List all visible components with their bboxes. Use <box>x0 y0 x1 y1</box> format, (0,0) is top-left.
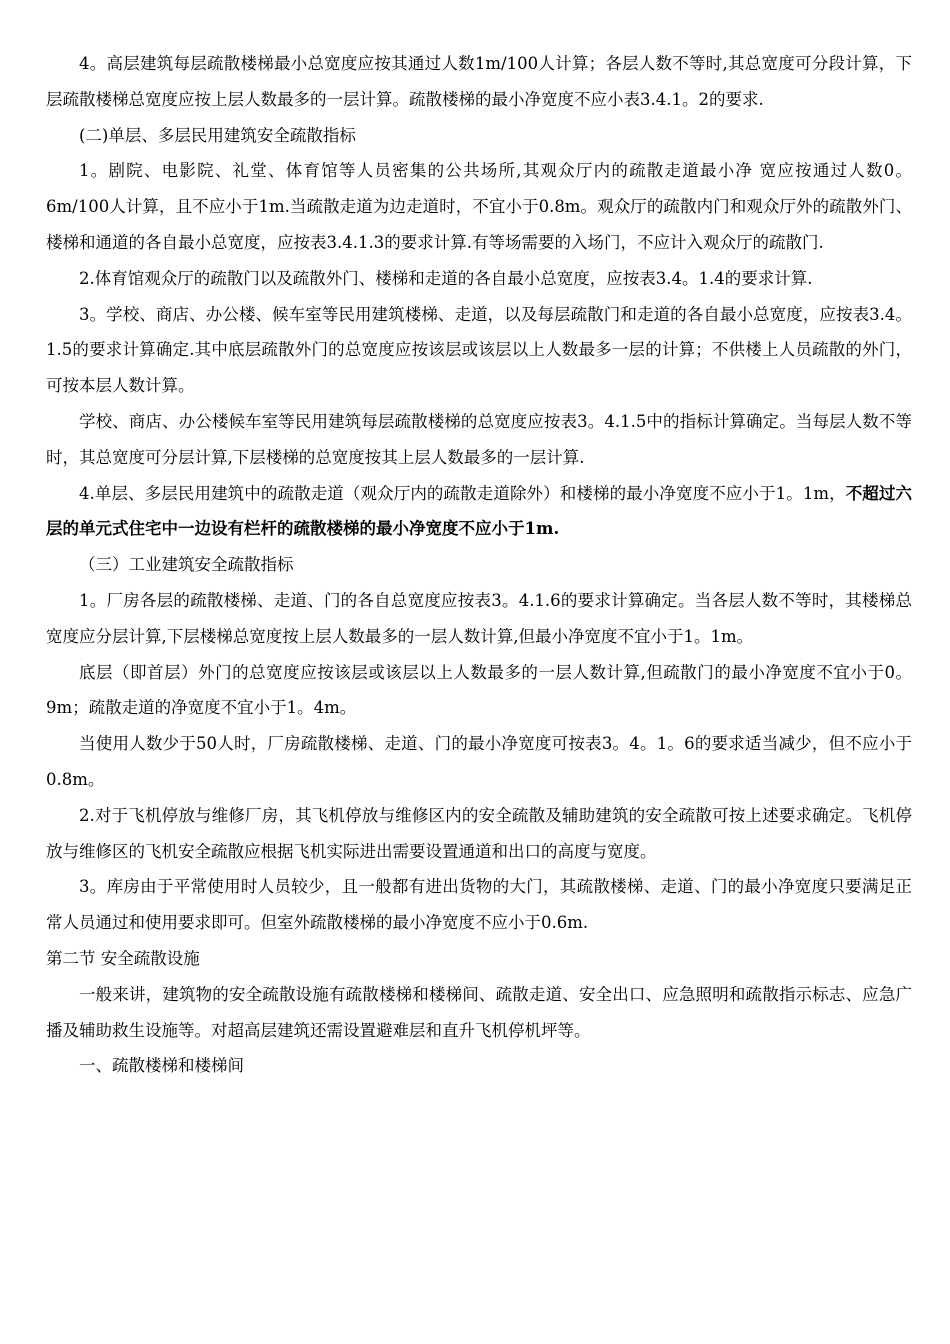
heading-industrial-indicators <box>46 547 912 583</box>
paragraph-facilities-overview <box>46 977 912 1049</box>
paragraph-school-store-office <box>46 297 912 404</box>
subheading-text: 一、疏散楼梯和楼梯间 <box>79 1056 244 1076</box>
paragraph-gymnasium-doors <box>46 261 912 297</box>
section-heading-evacuation-facilities <box>46 941 912 977</box>
paragraph-warehouse <box>46 869 912 941</box>
paragraph-ground-floor-exits <box>46 655 912 727</box>
heading-text: (二)单层、多层民用建筑安全疏散指标 <box>79 125 356 145</box>
paragraph-text: 底层（即首层）外门的总宽度应按该层或该层以上人数最多的一层人数计算,但疏散门的最小净宽度不宜小于0。9m；疏散走道的净宽度不宜小于1。4m。 <box>46 662 912 718</box>
paragraph-text: 3。学校、商店、办公楼、候车室等民用建筑楼梯、走道，以及每层疏散门和走道的各自最小总宽度，应按表3.4。1.5的要求计算确定.其中底层疏散外门的总宽度应按该层或该层以上人数最多一层的计算；不供楼上人员疏散的外门，可按本层人数计算。 <box>46 304 912 396</box>
subheading-stairs-and-stairwells <box>46 1048 912 1084</box>
paragraph-text: 学校、商店、办公楼候车室等民用建筑每层疏散楼梯的总宽度应按表3。4.1.5中的指标计算确定。当每层人数不等时，其总宽度可分层计算,下层楼梯的总宽度按其上层人数最多的一层计算. <box>46 411 912 467</box>
paragraph-text: 4.单层、多层民用建筑中的疏散走道（观众厅内的疏散走道除外）和楼梯的最小净宽度不应小于1。1m， <box>79 483 846 503</box>
paragraph-text: 一般来讲，建筑物的安全疏散设施有疏散楼梯和楼梯间、疏散走道、安全出口、应急照明和疏散指示标志、应急广播及辅助救生设施等。对超高层建筑还需设置避难层和直升飞机停机坪等。 <box>46 984 912 1040</box>
paragraph-stair-total-width <box>46 404 912 476</box>
paragraph-text: 1。剧院、电影院、礼堂、体育馆等人员密集的公共场所,其观众厅内的疏散走道最小净 宽应按通过人数0。6m/100人计算，且不应小于1m.当疏散走道为边走道时，不宜小于0.8m。观众厅的疏散内门和观众厅外的疏散外门、楼梯和通道的各自最小总宽度，应按表3.4.1.3的要求计算.有等场需要的入场门，不应计入观众厅的疏散门. <box>46 161 912 252</box>
paragraph-min-net-width <box>46 476 912 548</box>
paragraph-aircraft-hangar <box>46 798 912 870</box>
paragraph-factory-stairs <box>46 583 912 655</box>
document-page <box>46 46 912 1084</box>
paragraph-text: 1。厂房各层的疏散楼梯、走道、门的各自总宽度应按表3。4.1.6的要求计算确定。当各层人数不等时，其楼梯总宽度应分层计算,下层楼梯总宽度按上层人数最多的一层人数计算,但最小净宽度不宜小于1。1m。 <box>46 590 912 646</box>
heading-civil-building-indicators <box>46 118 912 154</box>
paragraph-text: 2.对于飞机停放与维修厂房，其飞机停放与维修区内的安全疏散及辅助建筑的安全疏散可按上述要求确定。飞机停放与维修区的飞机安全疏散应根据飞机实际进出需要设置通道和出口的高度与宽度。 <box>46 805 912 861</box>
paragraph-auditorium-aisles <box>46 153 912 260</box>
heading-text: （三）工业建筑安全疏散指标 <box>79 555 294 575</box>
paragraph-small-occupancy <box>46 726 912 798</box>
section-heading-text: 第二节 安全疏散设施 <box>46 948 200 968</box>
paragraph-highrise-stair-width <box>46 46 912 118</box>
bold-residential-stair-note: 不超过六层的单元式住宅中一边设有栏杆的疏散楼梯的最小净宽度不应小于1m. <box>46 483 913 539</box>
paragraph-text: 4。高层建筑每层疏散楼梯最小总宽度应按其通过人数1m/100人计算；各层人数不等时,其总宽度可分段计算，下层疏散楼梯总宽度应按上层人数最多的一层计算。疏散楼梯的最小净宽度不应小表3.4.1。2的要求. <box>46 54 912 109</box>
paragraph-text: 当使用人数少于50人时，厂房疏散楼梯、走道、门的最小净宽度可按表3。4。1。6的要求适当减少，但不应小于0.8m。 <box>46 734 912 789</box>
paragraph-text: 2.体育馆观众厅的疏散门以及疏散外门、楼梯和走道的各自最小总宽度，应按表3.4。1.4的要求计算. <box>79 268 813 288</box>
paragraph-text: 3。库房由于平常使用时人员较少，且一般都有进出货物的大门，其疏散楼梯、走道、门的最小净宽度只要满足正常人员通过和使用要求即可。但室外疏散楼梯的最小净宽度不应小于0.6m. <box>46 877 912 933</box>
